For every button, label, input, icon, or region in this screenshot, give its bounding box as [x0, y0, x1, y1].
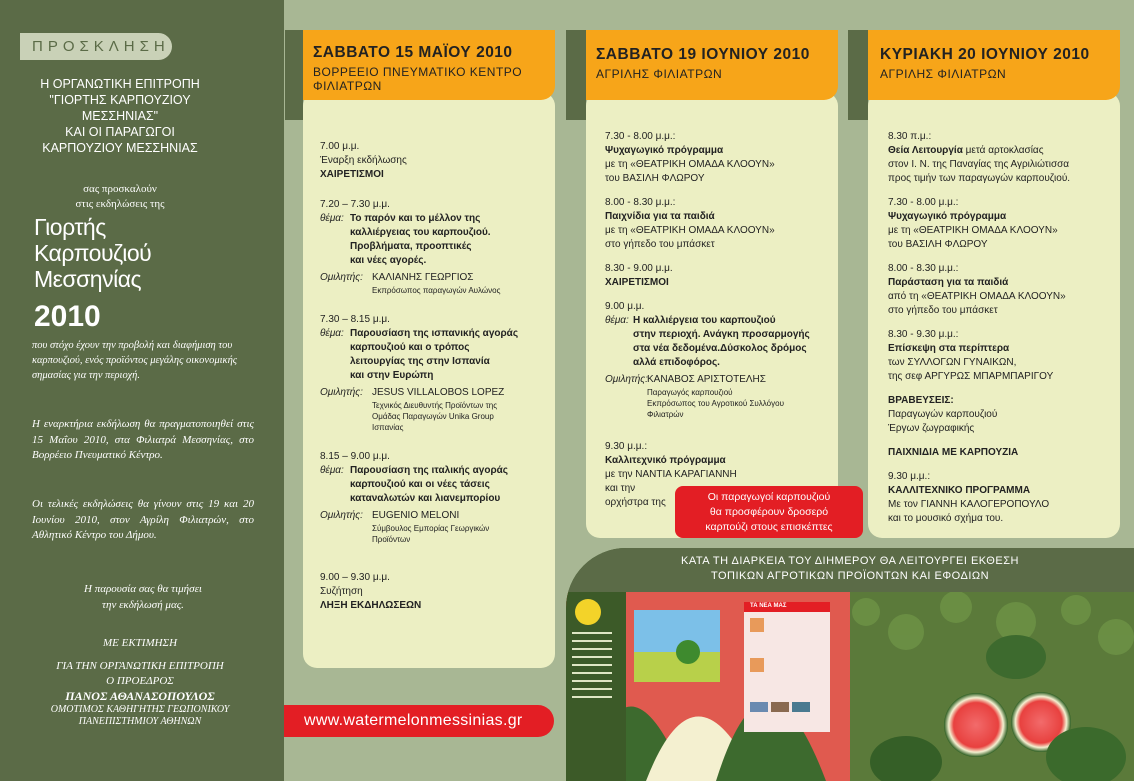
note-line: καρπούζι στους επισκέπτες	[705, 521, 833, 533]
item-title: Επίσκεψη στα περίπτερα	[888, 343, 1010, 354]
item-detail: του ΒΑΣΙΛΗ ΦΛΩΡΟΥ	[605, 173, 705, 184]
item-title: Παιχνίδια για τα παιδιά	[605, 211, 715, 222]
fest-line: Μεσσηνίας	[34, 266, 142, 292]
opening-text: Η εναρκτήρια εκδήλωση θα πραγματοποιηθεί στις 15 Μαΐου 2010, στα Φιλιατρά Μεσσηνίας, στο Βορρέειο Πνευματικό Κέντρο.	[32, 418, 254, 461]
item-detail: Παραγωγών καρπουζιού	[888, 409, 998, 420]
item-detail: από τη «ΘΕΑΤΡΙΚΗ ΟΜΑΔΑ ΚΛΟΟΥΝ»	[888, 291, 1066, 302]
item-time: 9.00 – 9.30 μ.μ.	[320, 572, 390, 583]
program-item	[605, 196, 833, 252]
item-time: 7.00 μ.μ.	[320, 141, 360, 152]
item-time: 8.00 - 8.30 μ.μ.:	[888, 263, 959, 274]
watermelon-photo	[566, 592, 1134, 781]
item-detail: ορχήστρα της	[605, 497, 666, 508]
org-line: ΚΑΙ ΟΙ ΠΑΡΑΓΩΓΟΙ	[65, 125, 175, 139]
topic-label: θέμα:	[605, 315, 629, 326]
website-url[interactable]: www.watermelonmessinias.gr	[284, 705, 554, 737]
topic-line: Η καλλιέργεια του καρπουζιού	[633, 315, 776, 326]
program-item	[888, 328, 1116, 384]
topic-line: Παρουσίαση της ισπανικής αγοράς	[350, 328, 519, 339]
day3-date: ΚΥΡΙΑΚΗ 20 ΙΟΥΝΙΟΥ 2010	[880, 46, 1090, 63]
speaker-role: Ομάδας Παραγωγών Unika Group	[372, 412, 494, 421]
speaker-role: Προϊόντων	[372, 535, 411, 544]
topic-line: καρπουζιού και ο τρόπος	[350, 342, 470, 353]
topic-line: και στην Ευρώπη	[350, 370, 434, 381]
item-title: ΒΡΑΒΕΥΣΕΙΣ:	[888, 395, 954, 406]
presence-text	[32, 582, 254, 613]
program-item	[888, 446, 1116, 460]
watermelon-slice	[944, 693, 1008, 757]
presence-line: την εκδήλωσή μας.	[102, 598, 184, 611]
program-item	[320, 450, 550, 545]
day2-header	[586, 30, 818, 100]
watermelon	[986, 635, 1046, 679]
item-title: Συζήτηση	[320, 586, 363, 597]
topic-line: καλλιέργειας του καρπουζιού.	[350, 227, 491, 238]
item-detail: και την	[605, 483, 636, 494]
item-title: Έναρξη εκδήλωσης	[320, 155, 407, 166]
item-title: ΛΗΞΗ ΕΚΔΗΛΩΣΕΩΝ	[320, 600, 422, 611]
day2-program	[605, 130, 833, 510]
topic-line: Παρουσίαση της ιταλικής αγοράς	[350, 465, 508, 476]
item-time: 8.15 – 9.00 μ.μ.	[320, 451, 390, 462]
topic-line: αλλά επιδοφόρος.	[633, 357, 720, 368]
speaker-role: Ισπανίας	[372, 423, 404, 432]
speaker-name: ΚΑΝΑΒΟΣ ΑΡΙΣΤΟΤΕΛΗΣ	[647, 374, 766, 385]
invite-text	[20, 182, 220, 212]
topic-label: θέμα:	[320, 213, 344, 224]
org-line: ΚΑΡΠΟΥΖΙΟΥ ΜΕΣΣΗΝΙΑΣ	[42, 141, 198, 155]
fest-line: Γιορτής	[34, 214, 106, 240]
news-title: ΤΑ ΝΕΑ ΜΑΣ	[750, 603, 787, 609]
item-detail: και το μουσικό σχήμα του.	[888, 513, 1004, 524]
item-time: 7.20 – 7.30 μ.μ.	[320, 199, 390, 210]
item-detail: με τη «ΘΕΑΤΡΙΚΗ ΟΜΑΔΑ ΚΛΟΟΥΝ»	[605, 159, 775, 170]
item-detail: στον Ι. Ν. της Παναγίας της Αγριλιώτισσα	[888, 159, 1070, 170]
item-detail: Έργων ζωγραφικής	[888, 423, 975, 434]
item-title: Θεία Λειτουργία	[888, 145, 963, 156]
item-time: 7.30 - 8.00 μ.μ.:	[605, 131, 676, 142]
day1-place: ΒΟΡΡΕΕΙΟ ΠΝΕΥΜΑΤΙΚΟ ΚΕΝΤΡΟ	[313, 65, 523, 79]
topic-line: και νέες αγορές.	[350, 255, 427, 266]
day2-header-corner	[818, 30, 838, 100]
invitation-tag: ΠΡΟΣΚΛΗΣΗ	[20, 33, 172, 60]
item-time: 8.30 π.μ.:	[888, 131, 932, 142]
item-detail: της σεφ ΑΡΓΥΡΩΣ ΜΠΑΡΜΠΑΡΙΓΟΥ	[888, 371, 1054, 382]
day1-place: ΦΙΛΙΑΤΡΩΝ	[313, 79, 382, 93]
speaker-label: Ομιλητής:	[320, 387, 363, 398]
item-detail: Με τον ΓΙΑΝΝΗ ΚΑΛΟΓΕΡΟΠΟΥΛΟ	[888, 499, 1050, 510]
program-item	[888, 394, 1116, 436]
item-detail: μετά αρτοκλασίας	[962, 145, 1044, 156]
org-line: "ΓΙΟΡΤΗΣ ΚΑΡΠΟΥΖΙΟΥ	[49, 93, 191, 107]
sign-line: Ο ΠΡΟΕΔΡΟΣ	[106, 675, 174, 687]
item-detail: στο γήπεδο του μπάσκετ	[605, 239, 715, 250]
item-detail: με τη «ΘΕΑΤΡΙΚΗ ΟΜΑΔΑ ΚΛΟΟΥΝ»	[605, 225, 775, 236]
item-detail: του ΒΑΣΙΛΗ ΦΛΩΡΟΥ	[888, 239, 988, 250]
topic-line: καρπουζιού και οι νέες τάσεις	[350, 479, 490, 490]
day1-header	[303, 30, 535, 100]
festival-title	[34, 214, 151, 292]
item-time: 9.30 μ.μ.:	[888, 471, 931, 482]
item-time: 9.00 μ.μ.	[605, 301, 645, 312]
day3-program	[888, 130, 1116, 526]
day1-header-corner	[535, 30, 555, 100]
invite-line: στις εκδηλώσεις της	[75, 198, 165, 210]
item-title: ΠΑΙΧΝΙΔΙΑ ΜΕ ΚΑΡΠΟΥΖΙΑ	[888, 447, 1019, 458]
item-title: Καλλιτεχνικό πρόγραμμα	[605, 455, 726, 466]
item-title: Παράσταση για τα παιδιά	[888, 277, 1009, 288]
item-title: ΧΑΙΡΕΤΙΣΜΟΙ	[320, 169, 384, 180]
festival-year: 2010	[34, 300, 101, 333]
presence-line: Η παρουσία σας θα τιμήσει	[84, 583, 202, 595]
topic-line: καταναλωτών και λιανεμπορίου	[350, 493, 501, 504]
item-time: 7.30 – 8.15 μ.μ.	[320, 314, 390, 325]
item-title: Ψυχαγωγικό πρόγραμμα	[605, 145, 724, 156]
expo-banner	[566, 548, 1134, 592]
aim-text: που στόχο έχουν την προβολή και διαφήμιση του καρπουζιού, ενός προϊόντος μεγάλης οικονομικής σημασίας για την περιοχή.	[32, 340, 238, 381]
item-title: Ψυχαγωγικό πρόγραμμα	[888, 211, 1007, 222]
speaker-role: Παραγωγός καρπουζιού	[647, 388, 733, 397]
item-detail: προς τιμήν των παραγωγών καρπουζιού.	[888, 173, 1071, 184]
item-time: 9.30 μ.μ.:	[605, 441, 648, 452]
program-item	[320, 571, 550, 613]
speaker-role: Τεχνικός Διευθυντής Προϊόντων της	[372, 401, 498, 410]
speaker-name: EUGENIO MELONI	[372, 510, 460, 521]
org-line: ΜΕΣΣΗΝΙΑΣ"	[81, 109, 159, 123]
day3-place: ΑΓΡΙΛΗΣ ΦΙΛΙΑΤΡΩΝ	[880, 67, 1007, 81]
item-time: 8.30 - 9.00 μ.μ.	[605, 263, 673, 274]
speaker-name: JESUS VILLALOBOS LOPEZ	[372, 387, 505, 398]
site-menu	[572, 632, 612, 698]
program-item	[320, 198, 550, 296]
note-line: θα προσφέρουν δροσερό	[709, 506, 829, 518]
speaker-label: Ομιλητής:	[320, 510, 363, 521]
org-line: Η ΟΡΓΑΝΩΤΙΚΗ ΕΠΙΤΡΟΠΗ	[40, 77, 200, 91]
signature-block	[20, 636, 260, 728]
day3-header	[868, 30, 1100, 100]
watermelon-offer-note	[675, 486, 863, 538]
topic-line: στα νέα δεδομένα.Δύσκολος δρόμος	[633, 343, 807, 354]
program-item	[605, 262, 833, 290]
item-detail: με τη «ΘΕΑΤΡΙΚΗ ΟΜΑΔΑ ΚΛΟΟΥΝ»	[888, 225, 1058, 236]
program-item	[605, 300, 833, 420]
expo-line: ΤΟΠΙΚΩΝ ΑΓΡΟΤΙΚΩΝ ΠΡΟΪΟΝΤΩΝ ΚΑΙ ΕΦΟΔΙΩΝ	[710, 570, 990, 582]
expo-line: ΚΑΤΑ ΤΗ ΔΙΑΡΚΕΙΑ ΤΟΥ ΔΙΗΜΕΡΟΥ ΘΑ ΛΕΙΤΟΥΡΓΕΙ ΕΚΘΕΣΗ	[681, 555, 1019, 567]
day2-date: ΣΑΒΒΑΤΟ 19 ΙΟΥΝΙΟΥ 2010	[596, 46, 810, 63]
program-item	[888, 470, 1116, 526]
sign-line: ΓΙΑ ΤΗΝ ΟΡΓΑΝΩΤΙΚΗ ΕΠΙΤΡΟΠΗ	[56, 660, 224, 672]
photo-area	[566, 548, 1134, 781]
program-item	[888, 130, 1116, 186]
program-item	[888, 262, 1116, 318]
program-item	[320, 313, 550, 433]
sign-line: ΠΑΝΕΠΙΣΤΗΜΙΟΥ ΑΘΗΝΩΝ	[78, 716, 202, 727]
president-name: ΠΑΝΟΣ ΑΘΑΝΑΣΟΠΟΥΛΟΣ	[65, 689, 215, 703]
day1-date: ΣΑΒΒΑΤΟ 15 ΜΑΪΟΥ 2010	[313, 44, 513, 61]
topic-line: λειτουργίας της στην Ισπανία	[350, 356, 490, 367]
item-time: 7.30 - 8.00 μ.μ.:	[888, 197, 959, 208]
topic-label: θέμα:	[320, 465, 344, 476]
program-item	[888, 196, 1116, 252]
topic-line: Το παρόν και το μέλλον της	[350, 213, 481, 224]
item-detail: των ΣΥΛΛΟΓΩΝ ΓΥΝΑΙΚΩΝ,	[888, 357, 1017, 368]
invite-line: σας προσκαλούν	[83, 183, 157, 195]
speaker-label: Ομιλητής:	[320, 272, 363, 283]
day1-program	[320, 140, 550, 613]
item-time: 8.30 - 9.30 μ.μ.:	[888, 329, 959, 340]
item-detail: με την ΝΑΝΤΙΑ ΚΑΡΑΓΙΑΝΝΗ	[605, 469, 737, 480]
left-panel	[0, 0, 284, 781]
note-line: Οι παραγωγοί καρπουζιού	[707, 491, 831, 503]
topic-line: στην περιοχή. Ανάγκη προσαρμογής	[633, 329, 810, 340]
topic-label: θέμα:	[320, 328, 344, 339]
item-detail: στο γήπεδο του μπάσκετ	[888, 305, 998, 316]
sign-line: ΜΕ ΕΚΤΙΜΗΣΗ	[102, 637, 178, 649]
speaker-name: ΚΑΛΙΑΝΗΣ ΓΕΩΡΓΙΟΣ	[372, 272, 474, 283]
program-item	[320, 140, 550, 182]
item-title: ΧΑΙΡΕΤΙΣΜΟΙ	[605, 277, 669, 288]
speaker-role: Εκπρόσωπος παραγωγών Αυλώνος	[372, 286, 501, 295]
speaker-label: Ομιλητής:	[605, 374, 648, 385]
speaker-role: Φιλιατρών	[647, 410, 684, 419]
organizers	[20, 76, 220, 156]
sign-line: ΟΜΟΤΙΜΟΣ ΚΑΘΗΓΗΤΗΣ ΓΕΩΠΟΝΙΚΟΥ	[50, 704, 230, 715]
speaker-role: Εκπρόσωπος του Αγροτικού Συλλόγου	[647, 399, 784, 408]
topic-line: Προβλήματα, προοπτικές	[350, 241, 472, 252]
logo-icon	[575, 599, 601, 625]
item-title: ΚΑΛΛΙΤΕΧΝΙΚΟ ΠΡΟΓΡΑΜΜΑ	[888, 485, 1031, 496]
day2-place: ΑΓΡΙΛΗΣ ΦΙΛΙΑΤΡΩΝ	[596, 67, 723, 81]
fest-line: Καρπουζιού	[34, 240, 152, 266]
program-item	[605, 130, 833, 186]
speaker-role: Σύμβουλος Εμπορίας Γεωργικών	[372, 524, 490, 533]
day3-header-corner	[1100, 30, 1120, 100]
final-text: Οι τελικές εκδηλώσεις θα γίνουν στις 19 και 20 Ιουνίου 2010, στον Αγρίλη Φιλιατρών, στο Αθλητικό Κέντρο του Δήμου.	[32, 498, 254, 541]
item-time: 8.00 - 8.30 μ.μ.:	[605, 197, 676, 208]
